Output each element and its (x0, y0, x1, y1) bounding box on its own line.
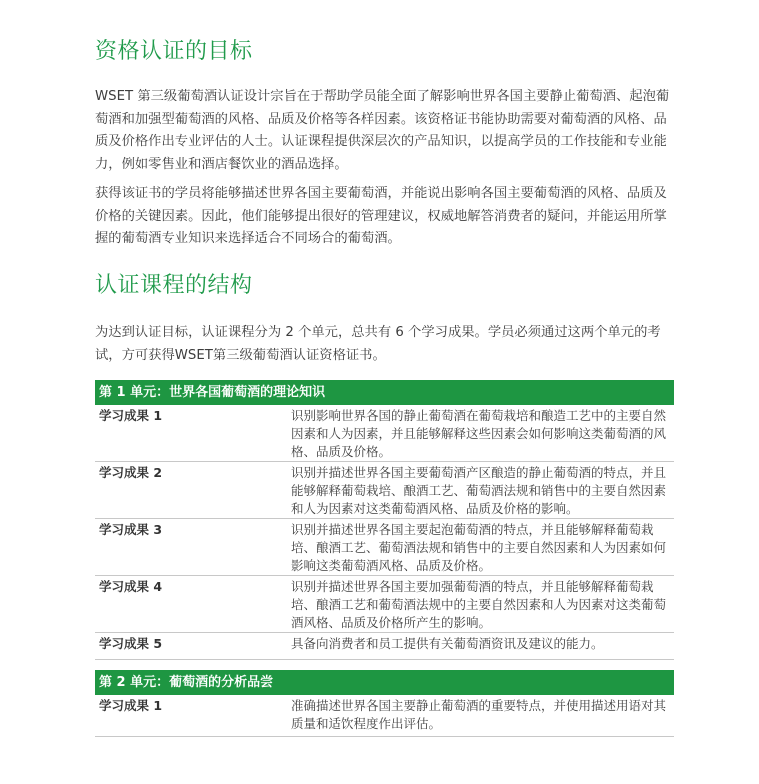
unit-1-table (95, 405, 674, 660)
outcome-description: 具备向消费者和员工提供有关葡萄酒资讯及建议的能力。 (291, 636, 604, 651)
table-row (95, 462, 674, 519)
outcome-label: 学习成果 3 (99, 522, 163, 537)
outcome-label: 学习成果 1 (99, 698, 163, 713)
unit-2-table (95, 695, 674, 737)
unit-1-header: 第 1 单元：世界各国葡萄酒的理论知识 (95, 380, 674, 405)
section-title-structure: 认证课程的结构 (95, 273, 253, 298)
outcome-label: 学习成果 5 (99, 636, 163, 651)
table-row (95, 695, 674, 737)
table-row (95, 633, 674, 660)
objectives-paragraph-2: 获得该证书的学员将能够描述世界各国主要葡萄酒，并能说出影响各国主要葡萄酒的风格、品质及价格的关键因素。因此，他们能够提出很好的管理建议，权威地解答消费者的疑问，并能运用所掌握的葡萄酒专业知识来选择适合不同场合的葡萄酒。 (95, 186, 667, 246)
outcome-description: 准确描述世界各国主要静止葡萄酒的重要特点，并使用描述用语对其质量和适饮程度作出评估。 (291, 698, 667, 731)
outcome-description: 识别影响世界各国的静止葡萄酒在葡萄栽培和酿造工艺中的主要自然因素和人为因素，并且能够解释这些因素会如何影响这类葡萄酒的风格、品质及价格。 (291, 408, 667, 459)
outcome-label: 学习成果 1 (99, 408, 163, 423)
table-row (95, 576, 674, 633)
table-row (95, 519, 674, 576)
section-title-objectives: 资格认证的目标 (95, 39, 253, 64)
outcome-description: 识别并描述世界各国主要起泡葡萄酒的特点，并且能够解释葡萄栽培、酿酒工艺、葡萄酒法规和销售中的主要自然因素和人为因素如何影响这类葡萄酒风格、品质及价格。 (291, 522, 667, 573)
outcome-label: 学习成果 4 (99, 579, 163, 594)
outcome-description: 识别并描述世界各国主要加强葡萄酒的特点，并且能够解释葡萄栽培、酿酒工艺和葡萄酒法规中的主要自然因素和人为因素对这类葡萄酒风格、品质及价格所产生的影响。 (291, 579, 667, 630)
table-row (95, 405, 674, 462)
outcome-label: 学习成果 2 (99, 465, 163, 480)
objectives-paragraph-1: WSET 第三级葡萄酒认证设计宗旨在于帮助学员能全面了解影响世界各国主要静止葡萄酒、起泡葡萄酒和加强型葡萄酒的风格、品质及价格等各样因素。该资格证书能协助需要对葡萄酒的风格、品质及价格作出专业评估的人士。认证课程提供深层次的产品知识，以提高学员的工作技能和专业能力，例如零售业和酒店餐饮业的酒品选择。 (95, 89, 670, 172)
outcome-description: 识别并描述世界各国主要葡萄酒产区酿造的静止葡萄酒的特点，并且能够解释葡萄栽培、酿酒工艺、葡萄酒法规和销售中的主要自然因素和人为因素对这类葡萄酒风格、品质及价格的影响。 (291, 465, 667, 516)
structure-paragraph: 为达到认证目标，认证课程分为 2 个单元，总共有 6 个学习成果。学员必须通过这两个单元的考试，方可获得WSET第三级葡萄酒认证资格证书。 (95, 325, 661, 363)
unit-2-header: 第 2 单元：葡萄酒的分析品尝 (95, 670, 674, 695)
